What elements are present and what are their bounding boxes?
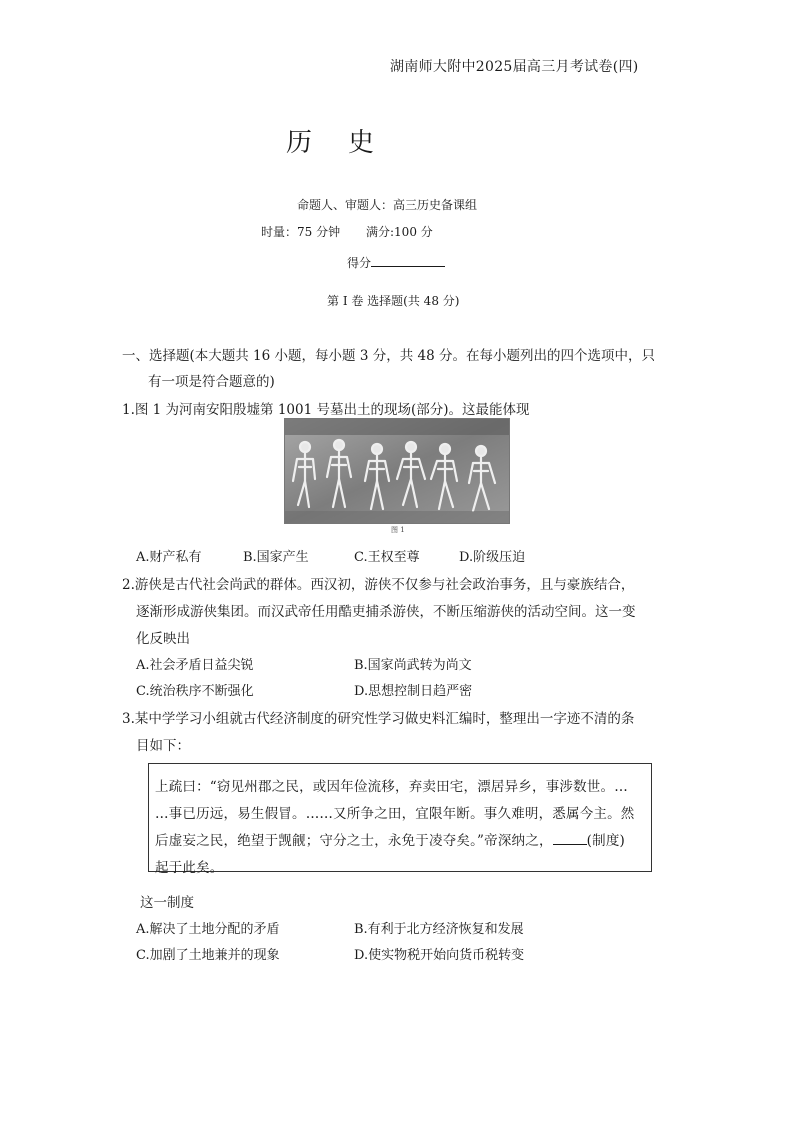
subject-title: 历史 <box>286 128 411 158</box>
q2-stem-line2: 逐渐形成游侠集团。而汉武帝任用酷吏捕杀游侠，不断压缩游侠的活动空间。这一变 <box>136 604 636 620</box>
q2-stem-line3: 化反映出 <box>136 631 190 647</box>
quote-line-2: …事已历远，易生假冒。……又所争之田，宜限年断。事久难明，悉属今主。然 <box>155 806 635 822</box>
part-title: 第 I 卷 选择题(共 48 分) <box>327 294 460 308</box>
q2-option-d[interactable]: D.思想控制日趋严密 <box>354 684 473 699</box>
q2-option-c[interactable]: C.统治秩序不断强化 <box>136 684 254 699</box>
time-limit: 时量：75 分钟 <box>261 225 341 239</box>
quote-line-3-tail: (制度) <box>586 833 625 849</box>
figure-caption: 图 1 <box>391 526 405 534</box>
q3-option-a[interactable]: A.解决了土地分配的矛盾 <box>136 922 280 937</box>
exam-title: 湖南师大附中2025届高三月考试卷(四) <box>390 59 639 75</box>
quote-line-1: 上疏曰：“窃见州郡之民，或因年俭流移，弃卖田宅，漂居异乡，事涉数世。… <box>155 779 628 795</box>
quote-line-4: 起于此矣。 <box>155 860 224 876</box>
q2-stem-line1: 2.游侠是古代社会尚武的群体。西汉初，游侠不仅参与社会政治事务，且与豪族结合， <box>122 577 635 593</box>
authors-line: 命题人、审题人：高三历史备课组 <box>297 198 478 212</box>
q1-stem: 1.图 1 为河南安阳殷墟第 1001 号墓出土的现场(部分)。这最能体现 <box>122 402 530 418</box>
quote-line-3-text: 后虚妄之民，绝望于觊觎；守分之士，永免于凌夺矣。”帝深纳之， <box>155 833 553 849</box>
section-heading-line2: 有一项是符合题意的) <box>148 374 275 390</box>
q3-option-b[interactable]: B.有利于北方经济恢复和发展 <box>354 922 524 937</box>
tomb-photo <box>284 418 510 524</box>
section-heading-line1: 一、选择题(本大题共 16 小题，每小题 3 分，共 48 分。在每小题列出的四个选项中，只 <box>122 348 655 364</box>
source-quote-box <box>148 763 652 876</box>
q3-option-d[interactable]: D.使实物税开始向货币税转变 <box>354 948 525 963</box>
full-score: 满分:100 分 <box>366 225 433 239</box>
q1-option-c[interactable]: C.王权至尊 <box>354 550 420 565</box>
q3-stem-line2: 目如下： <box>136 738 190 754</box>
q1-option-a[interactable]: A.财产私有 <box>136 550 202 565</box>
skeletons-illustration <box>285 419 509 523</box>
q2-option-b[interactable]: B.国家尚武转为尚文 <box>354 658 472 673</box>
score-blank <box>371 255 445 267</box>
q1-option-b[interactable]: B.国家产生 <box>243 550 309 565</box>
q1-option-d[interactable]: D.阶级压迫 <box>459 550 526 565</box>
q3-option-c[interactable]: C.加剧了土地兼并的现象 <box>136 948 280 963</box>
score-label: 得分 <box>347 256 372 270</box>
q3-stem-tail: 这一制度 <box>140 895 194 911</box>
answer-blank <box>553 832 587 845</box>
quote-line-3 <box>155 828 645 855</box>
q2-option-a[interactable]: A.社会矛盾日益尖锐 <box>136 658 254 673</box>
score-field <box>347 254 445 271</box>
q3-stem-line1: 3.某中学学习小组就古代经济制度的研究性学习做史料汇编时，整理出一字迹不清的条 <box>122 711 635 727</box>
